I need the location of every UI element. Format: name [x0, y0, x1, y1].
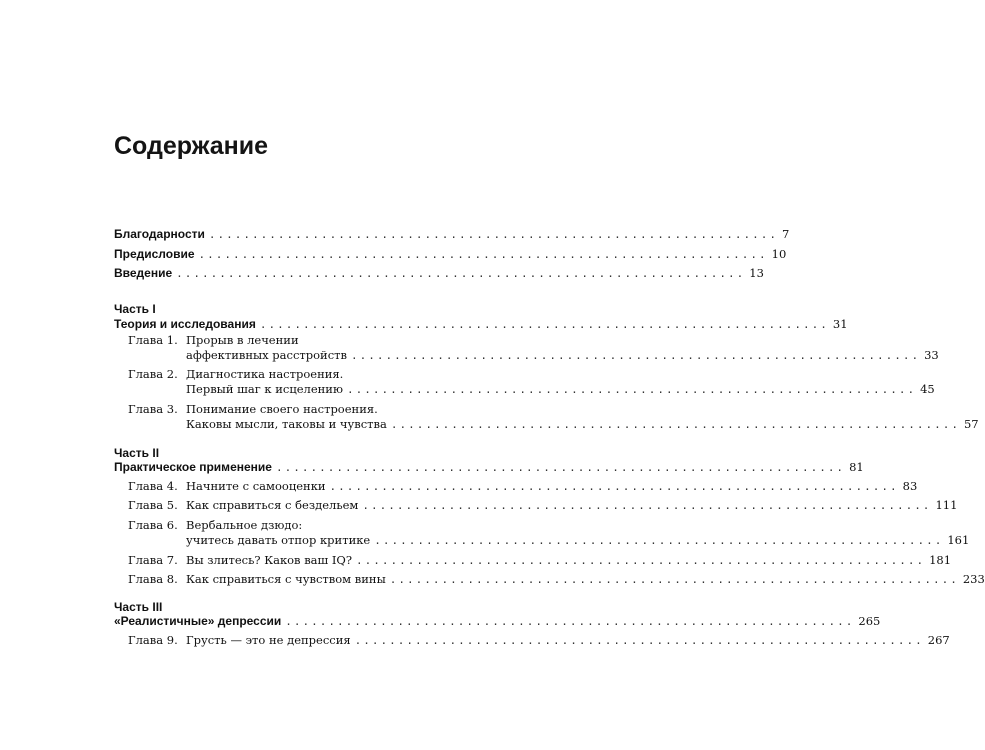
toc-entry-chapter-2[interactable]: [186, 381, 935, 398]
dot-leader: ..................................................................: [390, 418, 960, 431]
toc-label: Предисловие: [114, 247, 195, 261]
dot-leader: ..................................................................: [208, 228, 778, 241]
toc-label: Каковы мысли, таковы и чувства: [186, 417, 387, 431]
dot-leader: ..................................................................: [389, 573, 959, 586]
chapter-title-line1: Диагностика настроения.: [186, 367, 344, 381]
dot-leader: ..................................................................: [346, 383, 917, 396]
toc-label: Вы злитесь? Каков ваш IQ?: [186, 553, 353, 567]
toc-page: 81: [849, 460, 864, 474]
toc-label: Теория и исследования: [114, 317, 256, 331]
toc-label: Грусть — это не депрессия: [186, 633, 351, 647]
dot-leader: ..................................................................: [275, 461, 846, 474]
chapter-number: Глава 9.: [128, 633, 178, 647]
toc-page: 7: [782, 227, 790, 241]
toc-entry-chapter-1[interactable]: [186, 347, 939, 364]
toc-page: 181: [929, 553, 952, 567]
chapter-number: Глава 2.: [128, 367, 178, 381]
toc-label: «Реалистичные» депрессии: [114, 614, 282, 628]
toc-entry-chapter-3[interactable]: [186, 416, 979, 433]
toc-label: учитесь давать отпор критике: [186, 533, 371, 547]
chapter-number: Глава 5.: [128, 498, 178, 512]
toc-entry-chapter-6[interactable]: [186, 532, 970, 549]
toc-page: 57: [963, 417, 979, 431]
toc-label: Как справиться с бездельем: [186, 498, 359, 512]
chapter-title-line1: Прорыв в лечении: [186, 333, 299, 347]
toc-page: 83: [902, 479, 918, 493]
toc-entry-part-2[interactable]: [114, 459, 864, 476]
chapter-number: Глава 3.: [128, 402, 178, 416]
dot-leader: ..................................................................: [351, 349, 921, 362]
part-heading: Часть II: [114, 446, 160, 460]
chapter-number: Глава 8.: [128, 572, 178, 586]
dot-leader: ..................................................................: [329, 480, 899, 493]
chapter-number: Глава 1.: [128, 333, 178, 347]
toc-page: 13: [749, 266, 764, 280]
toc-page: 45: [920, 382, 935, 396]
toc-entry-introduction[interactable]: [114, 265, 764, 282]
dot-leader: ..................................................................: [176, 267, 746, 280]
toc-entry-chapter-8[interactable]: [186, 571, 985, 588]
dot-leader: ..................................................................: [374, 534, 944, 547]
toc-label: Введение: [114, 266, 173, 280]
toc-label: аффективных расстройств: [186, 348, 347, 362]
toc-page: 267: [927, 633, 950, 647]
dot-leader: ..................................................................: [356, 554, 926, 567]
chapter-number: Глава 6.: [128, 518, 178, 532]
toc-entry-part-1[interactable]: [114, 316, 848, 333]
toc-label: Начните с самооценки: [186, 479, 326, 493]
toc-page: 265: [858, 614, 881, 628]
toc-page: 10: [771, 247, 787, 261]
toc-entry-chapter-5[interactable]: [186, 497, 958, 514]
toc-label: Первый шаг к исцелению: [186, 382, 343, 396]
toc-page: 233: [962, 572, 985, 586]
toc-entry-chapter-9[interactable]: [186, 632, 950, 649]
chapter-title-line1: Понимание своего настроения.: [186, 402, 378, 416]
chapter-title-line1: Вербальное дзюдо:: [186, 518, 303, 532]
toc-entry-acknowledgements[interactable]: [114, 226, 790, 243]
toc-page: 161: [947, 533, 970, 547]
toc-entry-preface[interactable]: [114, 246, 787, 263]
part-heading: Часть III: [114, 600, 163, 614]
dot-leader: ..................................................................: [354, 634, 924, 647]
toc-entry-chapter-7[interactable]: [186, 552, 952, 569]
toc-page: 31: [832, 317, 848, 331]
dot-leader: ..................................................................: [259, 318, 829, 331]
dot-leader: ..................................................................: [285, 615, 855, 628]
toc-page: 111: [935, 498, 958, 512]
page-title: Содержание: [114, 132, 269, 160]
toc-entry-chapter-4[interactable]: [186, 478, 918, 495]
dot-leader: ..................................................................: [198, 248, 768, 261]
toc-page: 33: [924, 348, 939, 362]
chapter-number: Глава 7.: [128, 553, 178, 567]
toc-label: Как справиться с чувством вины: [186, 572, 386, 586]
toc-label: Практическое применение: [114, 460, 272, 474]
dot-leader: ..................................................................: [362, 499, 932, 512]
toc-entry-part-3[interactable]: [114, 613, 881, 630]
chapter-number: Глава 4.: [128, 479, 178, 493]
part-heading: Часть I: [114, 302, 156, 316]
toc-label: Благодарности: [114, 227, 205, 241]
